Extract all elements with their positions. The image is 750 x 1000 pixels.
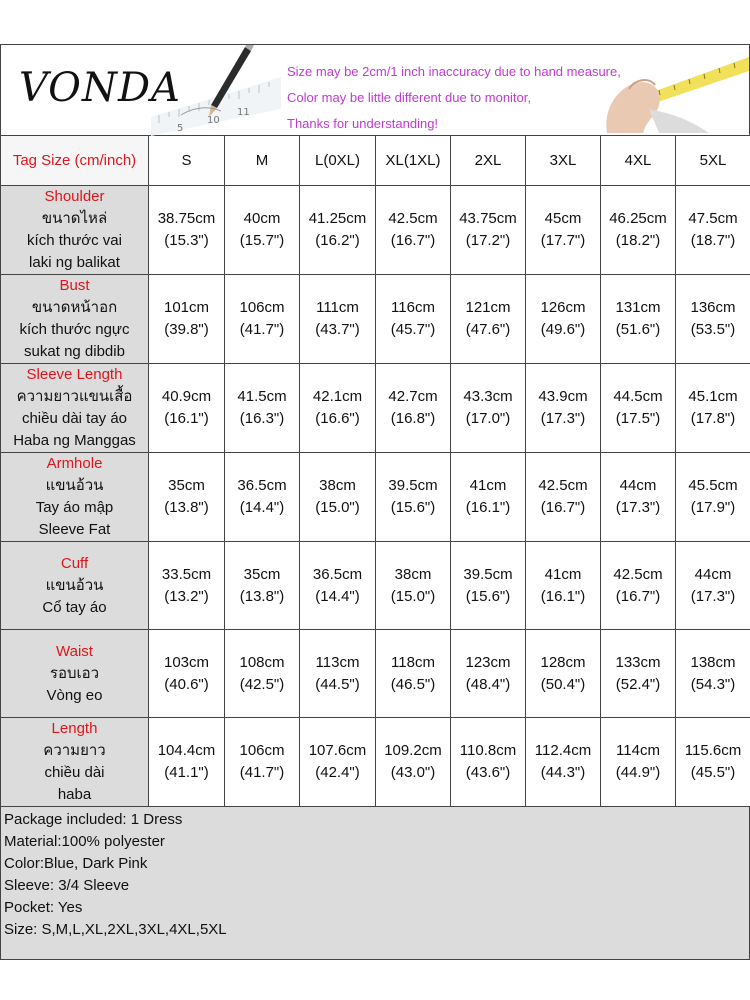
value-inch: (52.4"): [615, 675, 661, 693]
measurement-translation: Sleeve Fat: [38, 521, 111, 538]
measurement-name: Armhole: [46, 455, 103, 472]
measurement-translation: Vòng eo: [46, 686, 103, 704]
measurement-cell: [300, 364, 376, 453]
measurement-cell: [300, 542, 376, 630]
value-cm: 42.5cm: [613, 565, 663, 583]
measurement-cell: [676, 542, 750, 630]
value-cm: 121cm: [465, 299, 511, 316]
value-cm: 36.5cm: [312, 565, 363, 583]
measurement-cell: [376, 186, 451, 275]
measurement-cell: [601, 364, 676, 453]
measurement-cell: [526, 453, 601, 542]
value-cm: 47.5cm: [688, 210, 738, 227]
info-material: Material:100% polyester: [4, 833, 165, 850]
value-cm: 39.5cm: [463, 565, 513, 583]
measurement-translation: ความยาว: [43, 742, 106, 759]
value-inch: (17.8"): [690, 410, 736, 427]
size-column-header: 5XL: [676, 136, 750, 186]
value-inch: (17.9"): [690, 499, 736, 516]
size-column-header: 4XL: [601, 136, 676, 186]
value-cm: 35cm: [243, 565, 281, 583]
measurement-translation: kích thước ngực: [19, 321, 130, 338]
size-table: [0, 135, 750, 807]
size-table-body: [1, 186, 750, 807]
value-inch: (16.7"): [615, 587, 661, 605]
value-inch: (17.0"): [465, 410, 511, 427]
measurement-name: Bust: [59, 277, 90, 294]
value-cm: 109.2cm: [384, 742, 442, 759]
value-cm: 116cm: [391, 299, 435, 316]
value-cm: 41.25cm: [308, 210, 367, 227]
value-inch: (50.4"): [540, 675, 586, 693]
measurement-translation: chiều dài tay áo: [21, 410, 128, 427]
measurement-translation: ความยาวแขนเสื้อ: [16, 388, 133, 405]
measurement-cell: [149, 453, 225, 542]
measurement-translation: Haba ng Manggas: [13, 432, 136, 449]
measurement-label: [1, 453, 149, 542]
measurement-cell: [526, 630, 601, 718]
value-cm: 40cm: [243, 210, 281, 227]
value-inch: (53.5"): [690, 321, 736, 338]
info-package: Package included: 1 Dress: [4, 811, 183, 828]
measurement-label: [1, 364, 149, 453]
value-inch: (13.8"): [239, 587, 285, 605]
measurement-row: [1, 275, 750, 364]
value-inch: (15.6"): [390, 499, 436, 516]
measurement-cell: [526, 275, 601, 364]
value-cm: 42.1cm: [312, 388, 363, 405]
measurement-cell: [376, 542, 451, 630]
measurement-cell: [526, 186, 601, 275]
product-info-box: [0, 807, 750, 960]
disclaimer-notes: [287, 59, 621, 137]
measurement-cell: [300, 275, 376, 364]
value-inch: (43.6"): [465, 764, 511, 781]
value-inch: (18.7"): [690, 232, 736, 249]
size-column-header: S: [149, 136, 225, 186]
value-inch: (44.3"): [540, 764, 586, 781]
measurement-translation: kích thước vai: [27, 232, 122, 249]
measurement-cell: [451, 542, 526, 630]
measurement-row: [1, 718, 750, 807]
value-inch: (45.7"): [390, 321, 436, 338]
value-cm: 42.5cm: [388, 210, 438, 227]
info-pocket: Pocket: Yes: [4, 899, 83, 916]
value-inch: (16.6"): [315, 410, 360, 427]
value-cm: 40.9cm: [161, 388, 212, 405]
measurement-label: [1, 542, 149, 630]
value-inch: (42.5"): [239, 675, 285, 693]
size-chart: [0, 44, 750, 960]
value-cm: 104.4cm: [157, 742, 216, 759]
ruler-tick-label: 10: [207, 115, 220, 126]
measurement-cell: [601, 718, 676, 807]
measurement-cell: [225, 453, 300, 542]
measurement-name: Sleeve Length: [26, 366, 123, 383]
size-column-header: M: [225, 136, 300, 186]
value-cm: 123cm: [465, 653, 511, 671]
value-cm: 41.5cm: [237, 388, 287, 405]
value-cm: 133cm: [615, 653, 661, 671]
value-inch: (41.1"): [164, 764, 209, 781]
info-size: Size: S,M,L,XL,2XL,3XL,4XL,5XL: [4, 921, 227, 938]
measurement-cell: [451, 453, 526, 542]
measurement-cell: [601, 186, 676, 275]
measurement-cell: [149, 630, 225, 718]
value-inch: (44.9"): [615, 764, 661, 781]
value-inch: (13.8"): [164, 499, 209, 516]
measuring-tape-hand-image: [599, 49, 749, 133]
value-inch: (54.3"): [690, 675, 736, 693]
measurement-cell: [451, 275, 526, 364]
value-inch: (16.3"): [239, 410, 285, 427]
value-cm: 106cm: [239, 299, 285, 316]
value-cm: 38cm: [394, 565, 432, 583]
measurement-cell: [601, 542, 676, 630]
value-cm: 44.5cm: [613, 388, 663, 405]
value-cm: 114cm: [616, 742, 660, 759]
value-inch: (16.7"): [540, 499, 586, 516]
measurement-cell: [676, 364, 750, 453]
value-inch: (15.7"): [239, 232, 285, 249]
measurement-row: [1, 630, 750, 718]
measurement-cell: [601, 275, 676, 364]
measurement-cell: [149, 186, 225, 275]
value-inch: (14.4"): [315, 587, 360, 605]
value-inch: (16.7"): [390, 232, 436, 249]
value-inch: (16.1"): [164, 410, 209, 427]
value-inch: (17.3"): [540, 410, 586, 427]
value-inch: (45.5"): [690, 764, 736, 781]
measurement-label: [1, 186, 149, 275]
value-cm: 110.8cm: [459, 742, 517, 759]
measurement-cell: [300, 718, 376, 807]
measurement-row: [1, 186, 750, 275]
value-cm: 44cm: [619, 477, 657, 494]
value-inch: (43.0"): [390, 764, 436, 781]
value-inch: (16.2"): [315, 232, 360, 249]
measurement-row: [1, 453, 750, 542]
value-inch: (43.7"): [315, 321, 360, 338]
measurement-translation: ขนาดไหล่: [41, 210, 108, 227]
measurement-translation: sukat ng dibdib: [24, 343, 125, 360]
value-cm: 38cm: [319, 477, 356, 494]
measurement-cell: [376, 364, 451, 453]
measurement-translation: chiều dài: [44, 764, 105, 781]
value-cm: 136cm: [690, 299, 736, 316]
measurement-cell: [149, 542, 225, 630]
value-cm: 101cm: [163, 299, 210, 316]
measurement-cell: [225, 275, 300, 364]
info-sleeve: Sleeve: 3/4 Sleeve: [4, 877, 130, 894]
value-inch: (44.5"): [315, 675, 360, 693]
measurement-translation: Tay áo mập: [35, 499, 114, 516]
value-inch: (40.6"): [164, 675, 209, 693]
measurement-translation: แขนอ้วน: [45, 477, 104, 494]
value-inch: (15.6"): [465, 587, 511, 605]
value-inch: (15.3"): [164, 232, 209, 249]
measurement-label: [1, 630, 149, 718]
value-inch: (16.8"): [390, 410, 436, 427]
measurement-translation: laki ng balikat: [29, 254, 120, 271]
value-inch: (39.8"): [164, 321, 209, 338]
value-cm: 43.75cm: [459, 210, 517, 227]
measurement-cell: [451, 186, 526, 275]
value-cm: 131cm: [615, 299, 661, 316]
measurement-cell: [225, 364, 300, 453]
measurement-cell: [149, 364, 225, 453]
value-inch: (41.7"): [239, 321, 285, 338]
ruler-tick-label: 5: [177, 123, 184, 134]
value-cm: 45.5cm: [688, 477, 738, 494]
value-cm: 43.3cm: [463, 388, 513, 405]
measurement-label: [1, 718, 149, 807]
measurement-cell: [526, 542, 601, 630]
measurement-cell: [225, 542, 300, 630]
measurement-cell: [601, 630, 676, 718]
value-cm: 107.6cm: [308, 742, 367, 759]
value-inch: (42.4"): [315, 764, 360, 781]
measurement-cell: [376, 630, 451, 718]
value-cm: 42.5cm: [538, 477, 588, 494]
value-inch: (13.2"): [164, 587, 209, 605]
measurement-cell: [300, 630, 376, 718]
header-banner: [0, 44, 750, 135]
size-column-header: L(0XL): [300, 136, 376, 186]
note-line: Color may be little different due to monitor,: [287, 90, 531, 105]
measurement-cell: [225, 630, 300, 718]
measurement-name: Waist: [56, 642, 93, 660]
value-cm: 46.25cm: [609, 210, 667, 227]
value-cm: 113cm: [315, 653, 360, 671]
value-cm: 41cm: [469, 477, 507, 494]
value-inch: (16.1"): [465, 499, 511, 516]
info-color: Color:Blue, Dark Pink: [4, 855, 148, 872]
size-header-row: [1, 136, 750, 186]
value-inch: (17.7"): [540, 232, 586, 249]
value-inch: (17.2"): [465, 232, 511, 249]
pencil-ruler-image: [151, 45, 281, 136]
value-cm: 36.5cm: [237, 477, 287, 494]
measurement-cell: [526, 718, 601, 807]
value-cm: 106cm: [239, 742, 285, 759]
measurement-cell: [149, 718, 225, 807]
measurement-cell: [376, 453, 451, 542]
value-cm: 118cm: [391, 653, 435, 671]
measurement-cell: [676, 275, 750, 364]
measurement-row: [1, 364, 750, 453]
measurement-name: Length: [51, 720, 98, 737]
value-inch: (51.6"): [615, 321, 661, 338]
measurement-cell: [676, 186, 750, 275]
measurement-cell: [225, 186, 300, 275]
value-cm: 128cm: [540, 653, 586, 671]
note-line: Size may be 2cm/1 inch inaccuracy due to hand measure,: [287, 64, 621, 79]
measurement-cell: [676, 453, 750, 542]
value-cm: 39.5cm: [388, 477, 438, 494]
measurement-cell: [451, 364, 526, 453]
value-inch: (17.3"): [690, 587, 736, 605]
value-cm: 42.7cm: [388, 388, 438, 405]
measurement-cell: [676, 630, 750, 718]
value-inch: (17.5"): [615, 410, 661, 427]
value-inch: (47.6"): [465, 321, 511, 338]
measurement-translation: แขนอ้วน: [45, 576, 104, 594]
value-cm: 44cm: [694, 565, 732, 583]
note-line: Thanks for understanding!: [287, 116, 439, 131]
value-cm: 45.1cm: [688, 388, 738, 405]
value-cm: 41cm: [544, 565, 582, 583]
measurement-translation: ขนาดหน้าอก: [31, 299, 118, 316]
measurement-cell: [526, 364, 601, 453]
value-inch: (15.0"): [315, 499, 360, 516]
value-cm: 35cm: [168, 477, 205, 494]
value-inch: (49.6"): [540, 321, 586, 338]
value-cm: 115.6cm: [684, 742, 742, 759]
measurement-row: [1, 542, 750, 630]
value-cm: 103cm: [163, 653, 210, 671]
value-cm: 43.9cm: [538, 388, 588, 405]
value-inch: (48.4"): [465, 675, 511, 693]
value-inch: (46.5"): [390, 675, 436, 693]
measurement-cell: [376, 275, 451, 364]
measurement-cell: [601, 453, 676, 542]
value-cm: 126cm: [540, 299, 586, 316]
value-inch: (17.3"): [615, 499, 661, 516]
tag-size-header: Tag Size (cm/inch): [1, 136, 149, 186]
measurement-cell: [451, 718, 526, 807]
value-inch: (16.1"): [540, 587, 586, 605]
value-inch: (15.0"): [390, 587, 436, 605]
measurement-translation: รอบเอว: [49, 664, 100, 682]
value-cm: 112.4cm: [534, 742, 592, 759]
size-column-header: 3XL: [526, 136, 601, 186]
measurement-cell: [676, 718, 750, 807]
value-cm: 45cm: [544, 210, 582, 227]
measurement-cell: [300, 453, 376, 542]
measurement-name: Shoulder: [44, 188, 105, 205]
value-cm: 108cm: [239, 653, 285, 671]
brand-logo: VONDA: [19, 65, 181, 111]
measurement-cell: [149, 275, 225, 364]
measurement-cell: [300, 186, 376, 275]
value-inch: (41.7"): [239, 764, 285, 781]
measurement-translation: Cổ tay áo: [42, 598, 107, 616]
measurement-cell: [225, 718, 300, 807]
value-cm: 38.75cm: [157, 210, 216, 227]
measurement-name: Cuff: [60, 554, 89, 572]
measurement-cell: [376, 718, 451, 807]
value-cm: 33.5cm: [161, 565, 212, 583]
ruler-tick-label: 11: [237, 107, 250, 118]
size-column-header: 2XL: [451, 136, 526, 186]
measurement-cell: [451, 630, 526, 718]
size-column-header: XL(1XL): [376, 136, 451, 186]
value-inch: (18.2"): [615, 232, 661, 249]
value-cm: 111cm: [316, 299, 359, 316]
measurement-label: [1, 275, 149, 364]
value-cm: 138cm: [690, 653, 736, 671]
measurement-translation: haba: [57, 786, 92, 803]
value-inch: (14.4"): [239, 499, 285, 516]
